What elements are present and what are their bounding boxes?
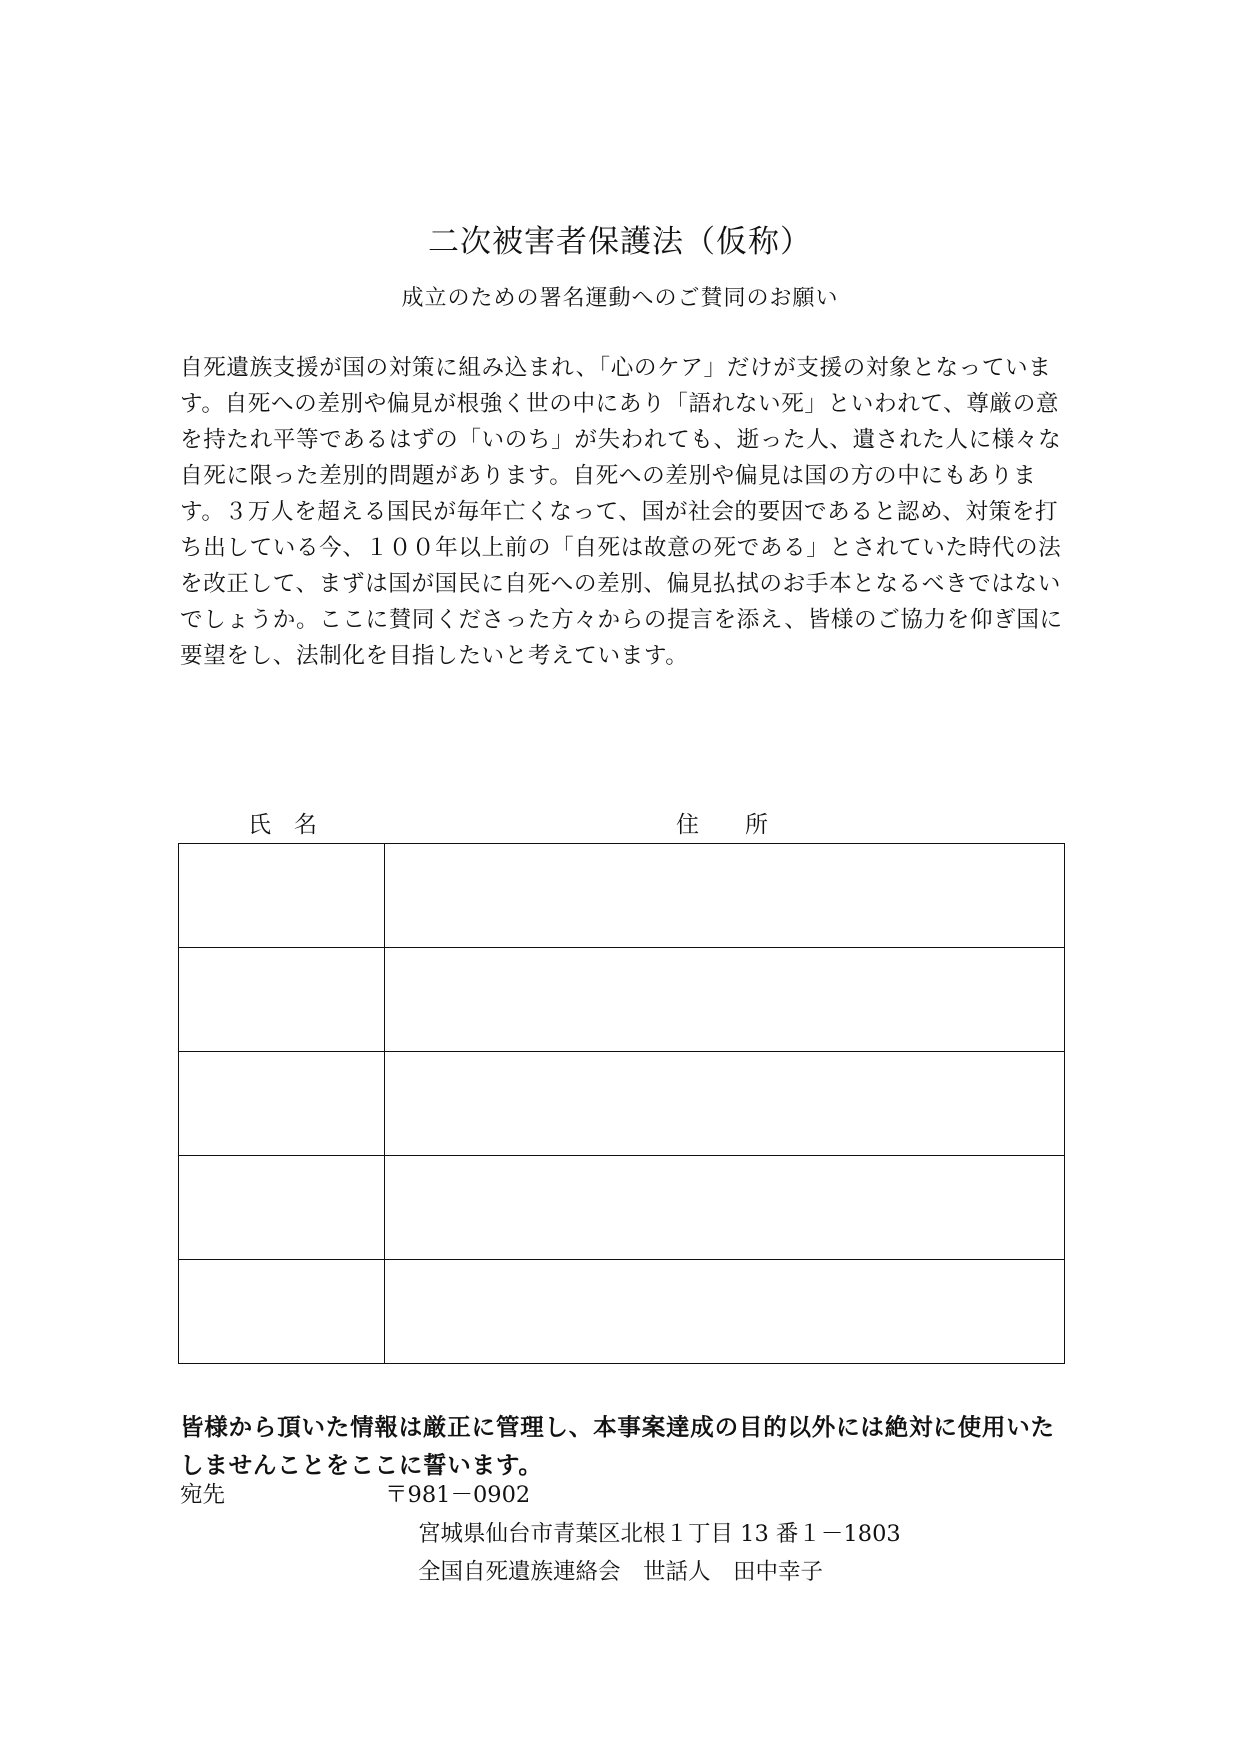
name-cell[interactable] xyxy=(179,844,385,948)
address-cell[interactable] xyxy=(385,1052,1065,1156)
address-cell[interactable] xyxy=(385,844,1065,948)
privacy-notice: 皆様から頂いた情報は厳正に管理し、本事案達成の目的以外には絶対に使用いたしませんことをここに誓います。 xyxy=(180,1413,1055,1479)
name-cell[interactable] xyxy=(179,1156,385,1260)
name-cell[interactable] xyxy=(179,948,385,1052)
appeal-paragraph: 自死遺族支援が国の対策に組み込まれ、「心のケア」だけが支援の対象となっています。自死への差別や偏見が根強く世の中にあり「語れない死」といわれて、尊厳の意を持たれ平等であるはずの「いのち」が失われても、逝った人、遺された人に様々な自死に限った差別的問題があります。自死への差別や偏見は国の方の中にもあります。３万人を超える国民が毎年亡くなって、国が社会的要因であると認め、対策を打ち出している今、１００年以上前の「自死は故意の死である」とされていた時代の法を改正して、まずは国が国民に自死への差別、偏見払拭のお手本となるべきではないでしょうか。ここに賛同くださった方々からの提言を添え、皆様のご協力を仰ぎ国に要望をし、法制化を目指したいと考えています。 xyxy=(180,355,1063,669)
name-cell[interactable] xyxy=(179,1052,385,1156)
document-subtitle: 成立のための署名運動へのご賛同のお願い xyxy=(401,286,839,311)
table-row xyxy=(179,844,1065,948)
contact-label: 宛先 xyxy=(180,1482,226,1508)
address-column-header: 住 所 xyxy=(676,812,768,838)
address-cell[interactable] xyxy=(385,1156,1065,1260)
signature-table xyxy=(178,843,1065,1364)
name-column-header: 氏 名 xyxy=(248,812,317,838)
contact-street-address: 宮城県仙台市青葉区北根１丁目 13 番１－1803 xyxy=(418,1521,901,1547)
table-row xyxy=(179,1052,1065,1156)
address-cell[interactable] xyxy=(385,948,1065,1052)
address-cell[interactable] xyxy=(385,1260,1065,1364)
name-cell[interactable] xyxy=(179,1260,385,1364)
table-row xyxy=(179,1260,1065,1364)
contact-organization: 全国自死遺族連絡会 世話人 田中幸子 xyxy=(418,1559,824,1585)
document-title: 二次被害者保護法（仮称） xyxy=(428,224,812,260)
contact-postal-code: 〒981－0902 xyxy=(385,1482,531,1508)
table-row xyxy=(179,1156,1065,1260)
table-row xyxy=(179,948,1065,1052)
